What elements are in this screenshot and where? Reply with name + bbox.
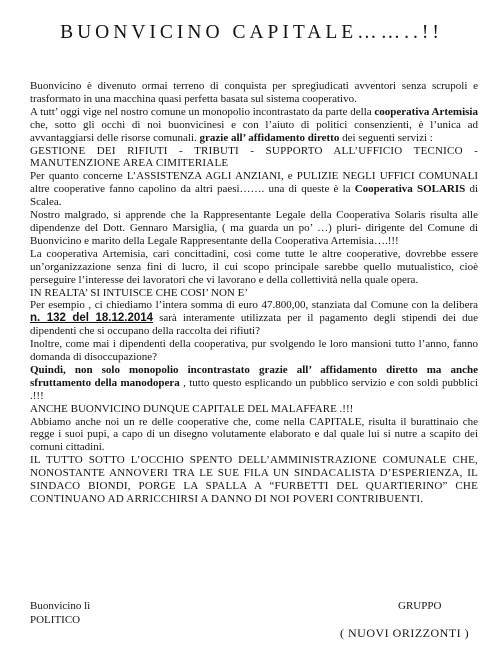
paragraph-sfruttamento [30,364,478,403]
bold-cooperativa-solaris: Cooperativa SOLARIS [354,183,466,196]
delibera-number: n. 132 del 18.12.2014 [30,312,154,325]
text-span: Per esempio , ci chiediamo l’intera somma di euro 47.800,00, stanziata dal Comune con la delibera [30,299,478,312]
paragraph-burattinaio: Abbiamo anche noi un re delle cooperative che, come nella CAPITALE, risulta il burattinaio che regge i suoi pupi, a capo di un disegno volutamente elaborato e dal quale lui si nutre a scapito dei comuni cittadini. [30,415,478,454]
paragraph-servizi: GESTIONE DEI RIFIUTI - TRIBUTI - SUPPORTO ALL’UFFICIO TECNICO - MANUTENZIONE AREA CIMITERIALE [30,144,478,170]
text-span: Per quanto concerne L’ASSISTENZA AGLI ANZIANI, e PULIZIE NEGLI UFFICI COMUNALI altre cooperative fanno capolino da altri paesi……. una di queste è la [30,170,478,196]
paragraph-monopolio [30,106,478,145]
paragraph-delibera [30,299,478,338]
paragraph-conclusione: IL TUTTO SOTTO L’OCCHIO SPENTO DELL’AMMINISTRAZIONE COMUNALE CHE, NONOSTANTE ANNOVERI TRA LE SUE FILA UN SINDACALISTA D’ESPERIENZA, IL SINDACO BIONDI, PORGE LA SPALLA A “FURBETTI DEL QUARTIERINO” CHE CONTINUANO AD ARRICCHIRSI A DANNO DI NOI POVERI CONTRIBUENTI. [30,454,478,505]
text-span: sarà interamente utilizzata per il pagamento degli stipendi dei due dipendenti che si occupano della raccolta dei rifiuti? [30,312,479,338]
bold-cooperativa-artemisia: cooperativa Artemisia [374,105,478,118]
paragraph-in-realta: IN REALTA’ SI INTUISCE CHE COSI’ NON E’ [30,286,248,299]
bold-sfruttamento: Quindi, non solo monopolio incontrastato grazie all’ affidamento diretto ma anche sfruttamento della manodopera [30,363,478,389]
paragraph-rappresentante: Nostro malgrado, si apprende che la Rappresentante Legale della Cooperativa Solaris risulta alle dipendenze del Dott. Gennaro Marsiglia, ( ma guarda un po’ …) pluri- dirigente del Comune di Buonvicino e marito della Legale Rappresentante della Cooperativa Artemisia….!!! [30,209,478,247]
text-span: dei seguenti servizi : [339,131,433,144]
paragraph-intro: Buonvicino è divenuto ormai terreno di conquista per spregiudicati avventori senza scrupoli e trasformato in una macchina quasi perfetta basata sul sistema cooperativo. [30,80,478,105]
text-span: , tutto questo esplicando un pubblico servizio e con soldi pubblici .!!! [30,376,478,402]
paragraph-disoccupazione: Inoltre, come mai i dipendenti della cooperativa, pur svolgendo le loro mansioni tutto l’anno, fanno domanda di disoccupazione? [30,338,478,364]
paragraph-assistenza [30,170,478,209]
footer-place: Buonvicino lì [30,600,91,612]
document-title: BUONVICINO CAPITALE……..!! [60,22,443,43]
document-body [30,80,478,506]
bold-affidamento-diretto: grazie all’ affidamento diretto [199,131,340,144]
text-span: A tutt’ oggi vige nel nostro comune un monopolio incontrastato da parte della [30,105,375,118]
footer-politico: POLITICO [30,614,81,626]
paragraph-malaffare: ANCHE BUONVICINO DUNQUE CAPITALE DEL MALAFFARE .!!! [30,402,354,415]
footer-gruppo: GRUPPO [398,600,442,612]
text-span: che, sotto gli occhi di noi buonvicinesi e con l’aiuto di politici consenzienti, è l’unica ad avvantaggiarsi delle risorse comunali. [30,118,478,144]
paragraph-cooperativa: La cooperativa Artemisia, cari concittadini, così come tutte le altre cooperative, dovrebbe essere un’organizzazione senza fini di lucro, il cui scopo principale sarebbe quello mutualistico, cioè perseguire l’interesse dei lavoratori che vi lavorano e della collettività nella quale opera. [30,247,478,286]
text-span: di Scalea. [30,183,479,209]
footer-signature: ( NUOVI ORIZZONTI ) [340,626,470,640]
